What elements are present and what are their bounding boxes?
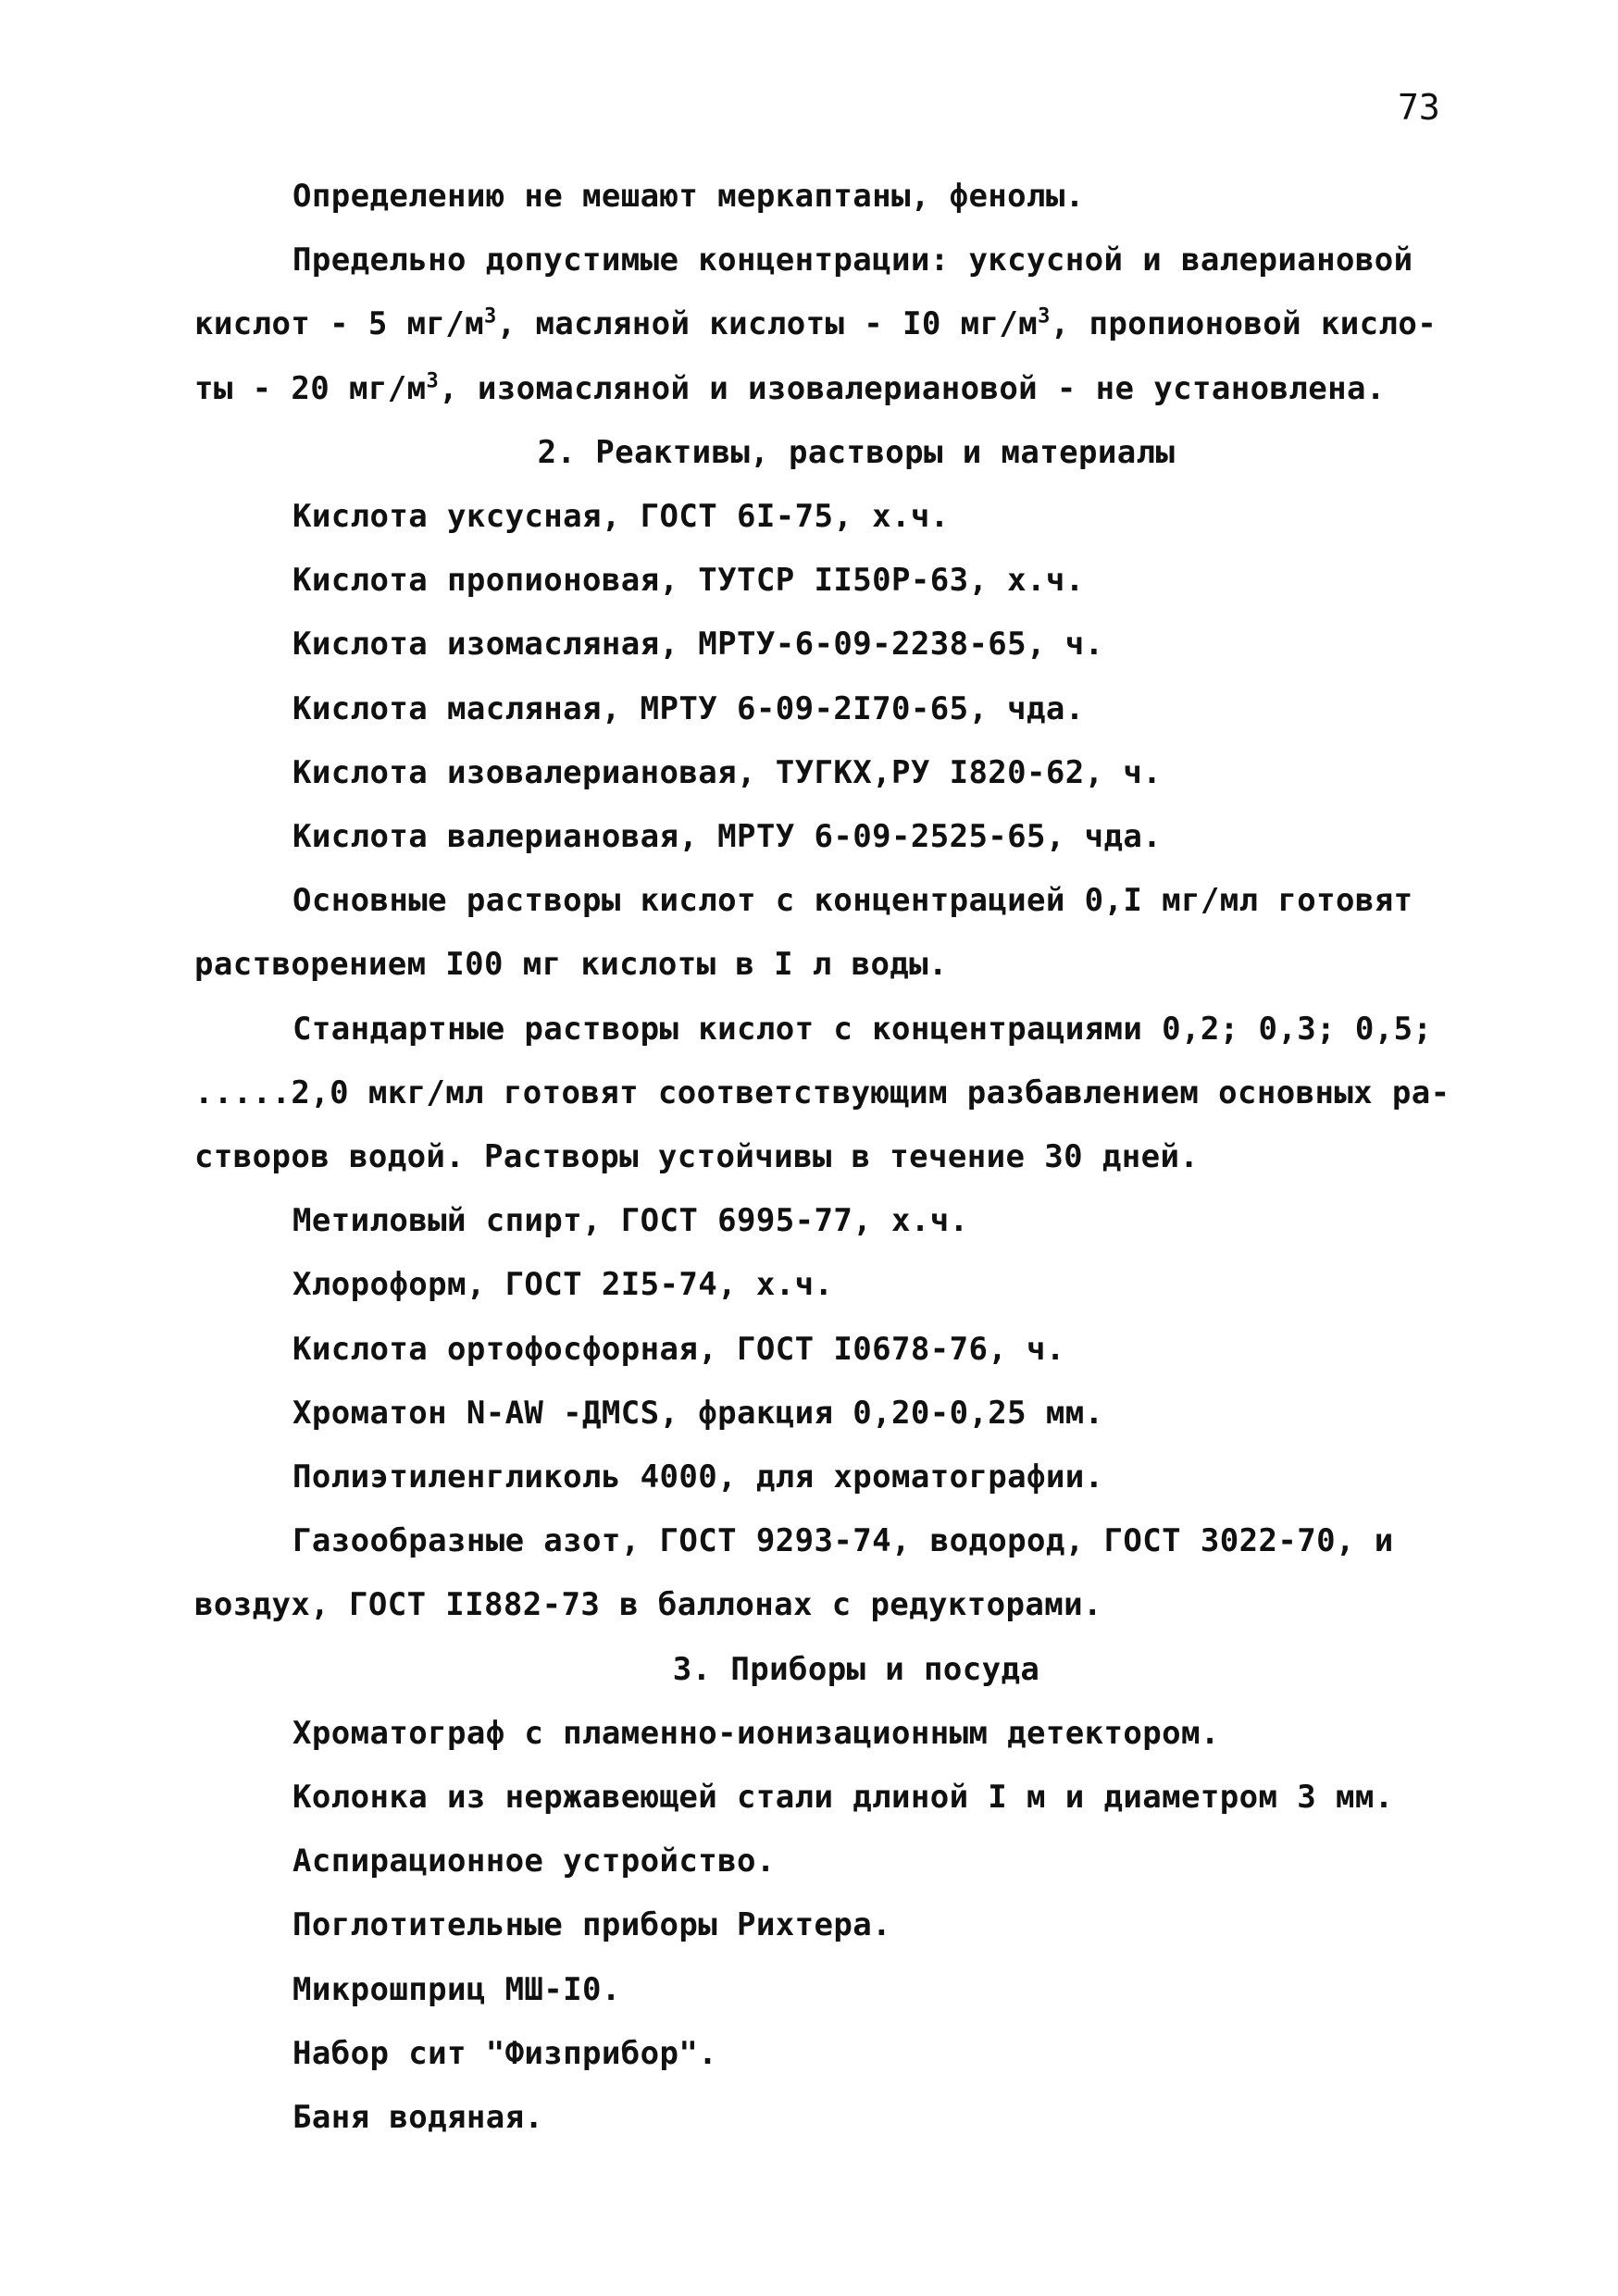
text-line: воздух, ГОСТ II882-73 в баллонах с редукторами. bbox=[194, 1586, 1102, 1624]
text-line: Основные растворы кислот с концентрацией 0,I мг/мл готовят bbox=[292, 882, 1413, 920]
text-line: Кислота изовалериановая, ТУГКХ,РУ I820-62, ч. bbox=[292, 753, 1163, 791]
text-line: Кислота масляная, МРТУ 6-09-2I70-65, чда. bbox=[292, 689, 1085, 727]
document-body bbox=[194, 165, 1481, 2150]
superscript: 3 bbox=[484, 305, 497, 329]
section-heading: 3. Приборы и посуда bbox=[672, 1650, 1040, 1688]
text-line: Полиэтиленгликоль 4000, для хроматографии. bbox=[292, 1458, 1104, 1496]
text-line: растворением I00 мг кислоты в I л воды. bbox=[194, 946, 948, 984]
text-line: Микрошприц МШ-I0. bbox=[292, 1970, 621, 2008]
text-fragment: , изомасляной и изовалериановой - не установлена. bbox=[439, 369, 1386, 407]
text-line: Кислота пропионовая, ТУТСР II50Р-63, х.ч. bbox=[292, 562, 1085, 600]
text-line: Поглотительные приборы Рихтера. bbox=[292, 1906, 891, 1944]
page-number: 73 bbox=[1398, 87, 1440, 128]
superscript: 3 bbox=[426, 369, 440, 393]
text-line: Хроматон N-AW -ДМСS, фракция 0,20-0,25 мм. bbox=[292, 1394, 1104, 1432]
text-line: Определению не мешают меркаптаны, фенолы. bbox=[292, 178, 1085, 215]
text-line: Хроматограф с пламенно-ионизационным детектором. bbox=[292, 1714, 1220, 1752]
text-line: Метиловый спирт, ГОСТ 6995-77, х.ч. bbox=[292, 1202, 969, 1240]
text-line: Кислота валериановая, МРТУ 6-09-2525-65, чда. bbox=[292, 818, 1163, 856]
text-line: Кислота уксусная, ГОСТ 6I-75, х.ч. bbox=[292, 498, 950, 536]
text-line bbox=[194, 292, 1481, 356]
text-fragment: кислот - 5 мг/м bbox=[194, 305, 485, 343]
text-fragment: , пропионовой кисло- bbox=[1050, 305, 1438, 343]
text-line: Баня водяная. bbox=[292, 2099, 544, 2137]
superscript: 3 bbox=[1038, 305, 1051, 329]
text-line: Колонка из нержавеющей стали длиной I м и диаметром 3 мм. bbox=[292, 1779, 1394, 1817]
text-line: Предельно допустимые концентрации: уксусной и валериановой bbox=[292, 242, 1413, 279]
text-line: створов водой. Растворы устойчивы в течение 30 дней. bbox=[194, 1138, 1200, 1176]
text-line: .....2,0 мкг/мл готовят соответствующим разбавлением основных ра- bbox=[194, 1074, 1450, 1111]
text-line bbox=[194, 357, 1481, 421]
text-line: Кислота изомасляная, МРТУ-6-09-2238-65, ч. bbox=[292, 626, 1104, 664]
text-line: Аспирационное устройство. bbox=[292, 1843, 776, 1880]
text-fragment: , масляной кислоты - I0 мг/м bbox=[496, 305, 1039, 343]
section-heading: 2. Реактивы, растворы и материалы bbox=[537, 433, 1176, 471]
text-line: Набор сит "Физприбор". bbox=[292, 2034, 718, 2072]
text-line: Хлороформ, ГОСТ 2I5-74, х.ч. bbox=[292, 1266, 834, 1304]
text-fragment: ты - 20 мг/м bbox=[194, 369, 427, 407]
text-line: Кислота ортофосфорная, ГОСТ I0678-76, ч. bbox=[292, 1330, 1065, 1368]
text-line: Газообразные азот, ГОСТ 9293-74, водород, ГОСТ 3022-70, и bbox=[292, 1522, 1394, 1560]
text-line: Стандартные растворы кислот с концентрациями 0,2; 0,3; 0,5; bbox=[292, 1010, 1433, 1048]
